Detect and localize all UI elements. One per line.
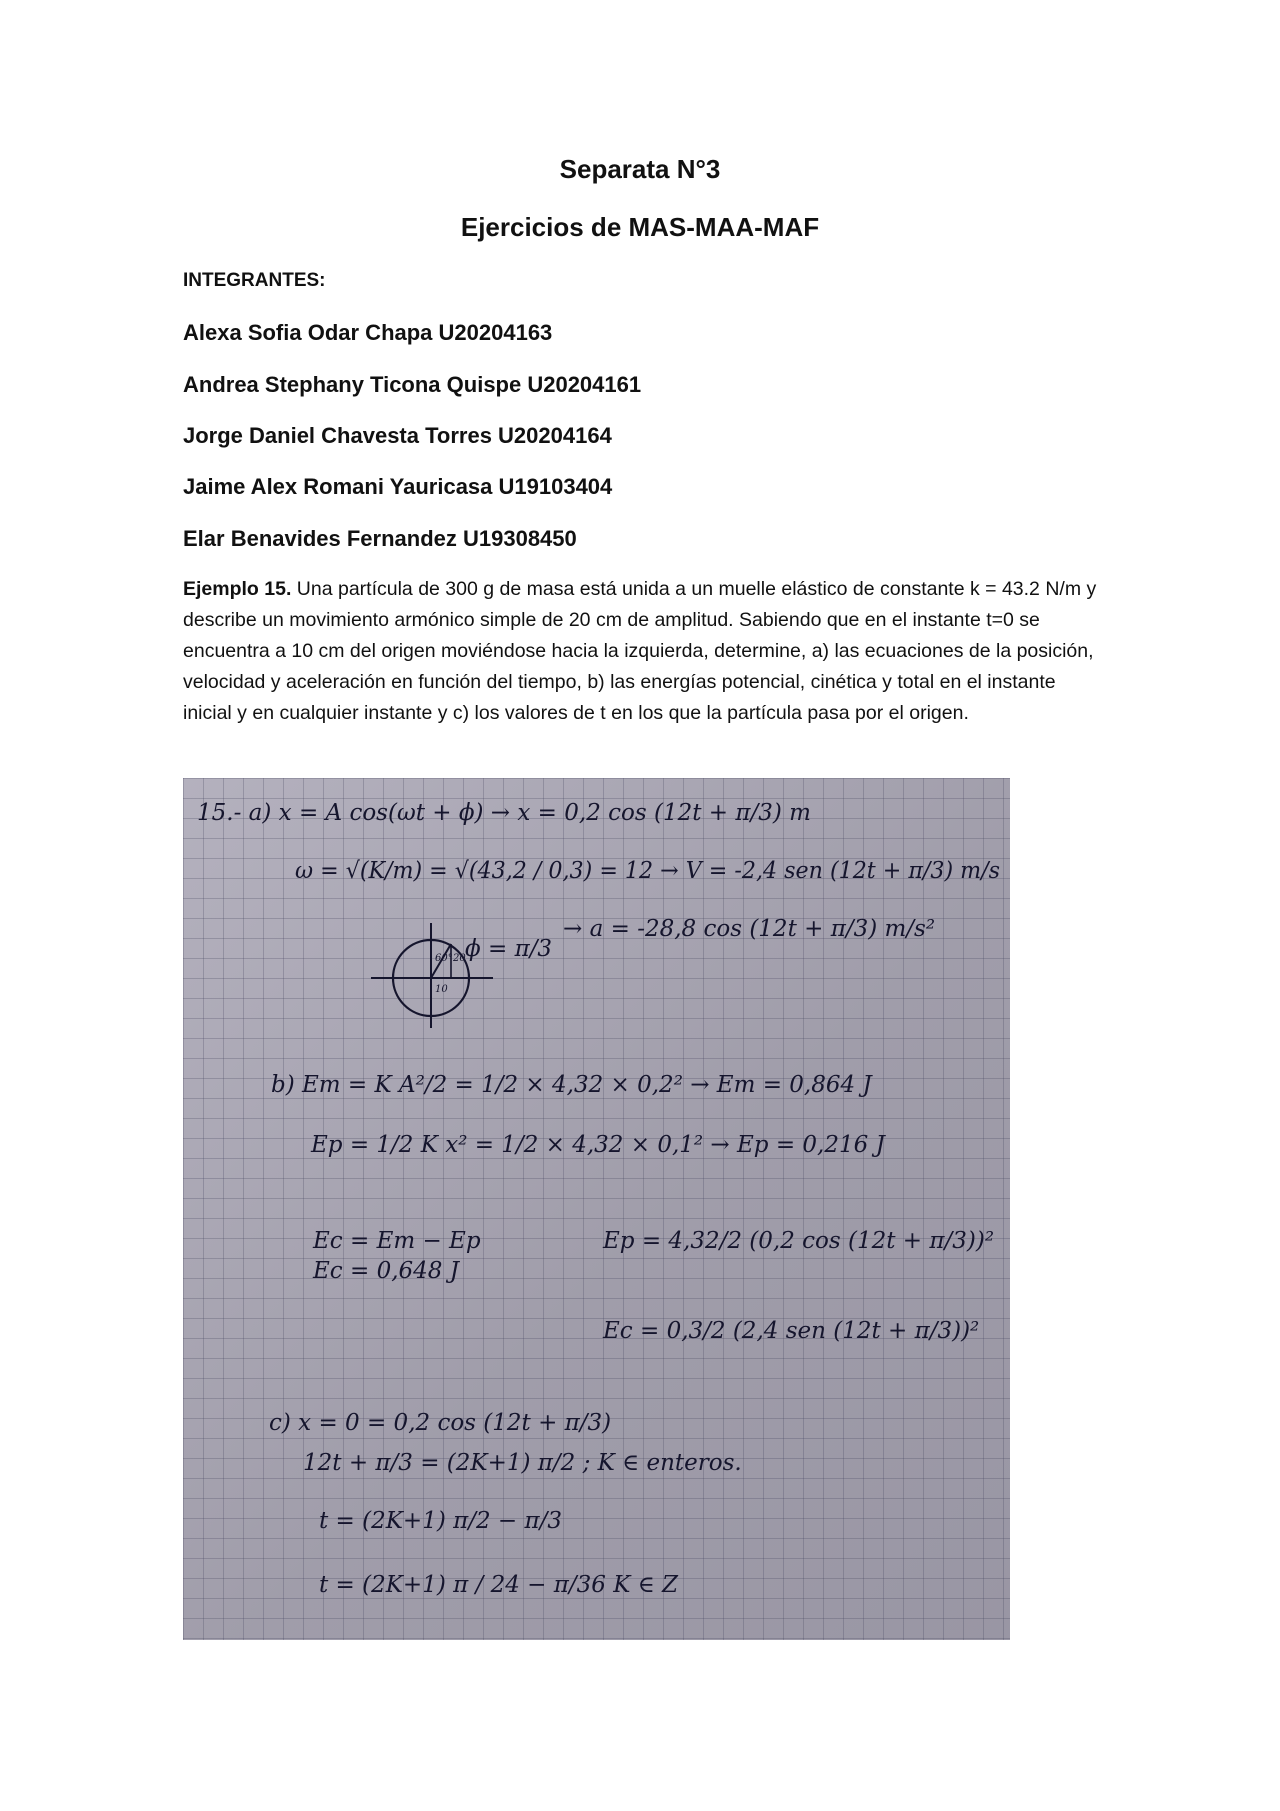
circle-radius-label: 20 (453, 953, 466, 964)
hw-b-ec1: Ec = Em − Ep (313, 1228, 481, 1254)
handwritten-solution (183, 778, 1010, 1640)
member-name: Elar Benavides Fernandez U19308450 (183, 526, 577, 551)
hw-b-ep-t: Ep = 4,32/2 (0,2 cos (12t + π/3))² (603, 1228, 995, 1254)
circle-angle-label: 60° (435, 953, 453, 964)
hw-c-2: 12t + π/3 = (2K+1) π/2 ; K ∈ enteros. (303, 1450, 742, 1476)
page-title: Separata N°3 (559, 154, 721, 184)
handwritten-solution-photo (183, 778, 1010, 1640)
hw-b-ec-t: Ec = 0,3/2 (2,4 sen (12t + π/3))² (603, 1318, 980, 1344)
hw-c-3: t = (2K+1) π/2 − π/3 (319, 1508, 563, 1534)
circle-x-label: 10 (435, 984, 448, 995)
hw-b-ep: Ep = 1/2 K x² = 1/2 × 4,32 × 0,1² → Ep = 0,216 J (311, 1132, 885, 1158)
hw-a-phi: ϕ = π/3 (465, 936, 553, 962)
hw-a-omega: ω = √(K/m) = √(43,2 / 0,3) = 12 → V = -2,4 sen (12t + π/3) m/s (295, 858, 1001, 884)
members-label: INTEGRANTES: (183, 270, 326, 291)
hw-b-em: b) Em = K A²/2 = 1/2 × 4,32 × 0,2² → Em = 0,864 J (271, 1072, 872, 1098)
exercise-statement (183, 574, 1103, 729)
hw-b-ec2: Ec = 0,648 J (313, 1258, 459, 1284)
page-subtitle: Ejercicios de MAS-MAA-MAF (460, 212, 820, 242)
member-name: Jorge Daniel Chavesta Torres U20204164 (183, 423, 612, 448)
member-name: Andrea Stephany Ticona Quispe U20204161 (183, 372, 642, 397)
member-name: Jaime Alex Romani Yauricasa U19103404 (183, 474, 613, 499)
hw-a-line1: 15.- a) x = A cos(ωt + ϕ) → x = 0,2 cos (12t + π/3) m (197, 800, 811, 826)
hw-c-4: t = (2K+1) π / 24 − π/36 K ∈ Z (319, 1572, 679, 1598)
member-name: Alexa Sofia Odar Chapa U20204163 (183, 320, 553, 345)
hw-a-accel: → a = -28,8 cos (12t + π/3) m/s² (563, 916, 936, 942)
exercise-label: Ejemplo 15. (183, 578, 292, 600)
exercise-text: Una partícula de 300 g de masa está unida a un muelle elástico de constante k = 43.2 N/m y describe un movimiento armónico simple de 20 cm de amplitud. Sabiendo que en el instante t=0 se encuentra a 10 cm del origen moviéndose hacia la izquierda, determine, a) las ecuaciones de la posición, velocidad y aceleración en función del tiempo, b) las energías potencial, cinética y total en el instante inicial y en cualquier instante y c) los valores de t en los que la partícula pasa por el origen. (183, 578, 1097, 724)
hw-c-1: c) x = 0 = 0,2 cos (12t + π/3) (269, 1410, 612, 1436)
